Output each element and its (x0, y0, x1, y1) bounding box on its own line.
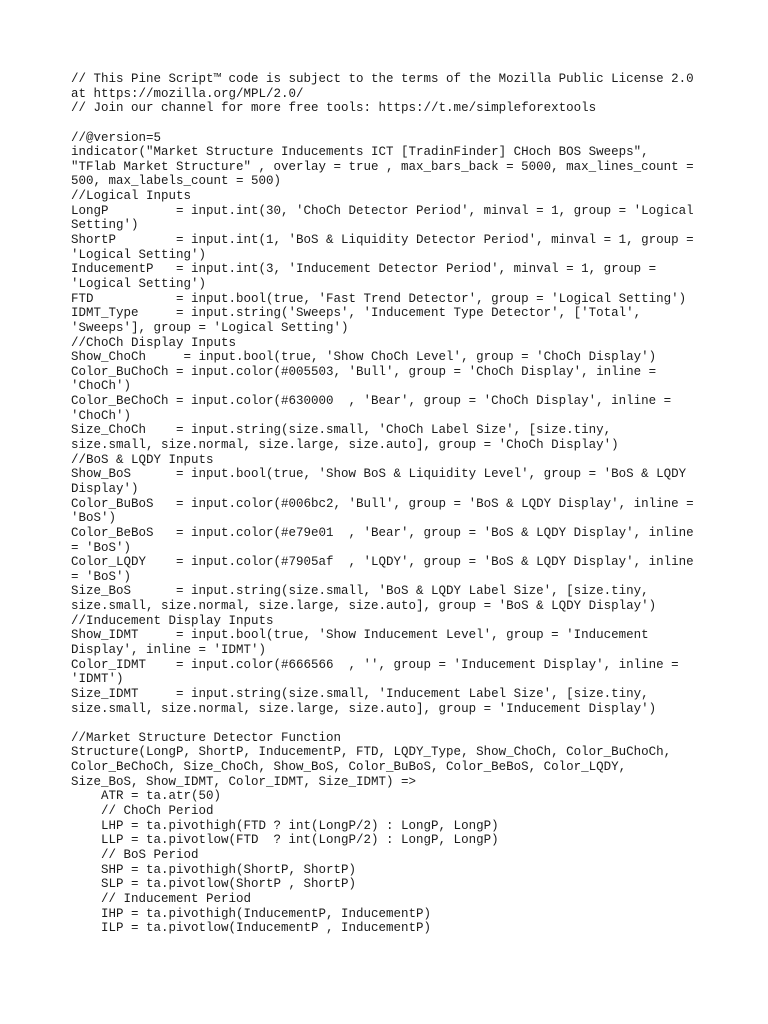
code-line: size.small, size.normal, size.large, size.auto], group = 'Inducement Display') (71, 701, 657, 716)
code-line: 'IDMT') (71, 672, 124, 687)
code-line: //ChoCh Display Inputs (71, 335, 237, 350)
code-line: //BoS & LQDY Inputs (71, 452, 214, 467)
code-line: InducementP = input.int(3, 'Inducement Detector Period', minval = 1, group = (71, 262, 657, 277)
code-line: 'ChoCh') (71, 379, 132, 394)
code-line: LHP = ta.pivothigh(FTD ? int(LongP/2) : LongP, LongP) (71, 818, 499, 833)
code-line: Show_ChoCh = input.bool(true, 'Show ChoCh Level', group = 'ChoCh Display') (71, 350, 657, 365)
code-line: Size_BoS, Show_IDMT, Color_IDMT, Size_IDMT) => (71, 774, 417, 789)
code-line: size.small, size.normal, size.large, size.auto], group = 'ChoCh Display') (71, 438, 619, 453)
code-line: //@version=5 (71, 130, 162, 145)
code-line: = 'BoS') (71, 569, 132, 584)
code-line: // ChoCh Period (71, 804, 214, 819)
code-line: // Inducement Period (71, 891, 252, 906)
code-line: = 'BoS') (71, 540, 132, 555)
code-page (71, 72, 711, 936)
code-line: Setting') (71, 218, 139, 233)
code-line: 'Logical Setting') (71, 276, 207, 291)
code-line: 'ChoCh') (71, 408, 132, 423)
code-line: LongP = input.int(30, 'ChoCh Detector Period', minval = 1, group = 'Logical (71, 203, 694, 218)
code-line: 'Logical Setting') (71, 247, 207, 262)
code-line: ShortP = input.int(1, 'BoS & Liquidity Detector Period', minval = 1, group = (71, 233, 694, 248)
code-line: "TFlab Market Structure" , overlay = true , max_bars_back = 5000, max_lines_count = (71, 159, 694, 174)
code-line: Size_IDMT = input.string(size.small, 'Inducement Label Size', [size.tiny, (71, 686, 649, 701)
code-line: Size_BoS = input.string(size.small, 'BoS & LQDY Label Size', [size.tiny, (71, 584, 649, 599)
code-line (71, 716, 711, 731)
code-line: Color_BeChoCh = input.color(#630000 , 'Bear', group = 'ChoCh Display', inline = (71, 394, 672, 409)
code-line: Color_BeBoS = input.color(#e79e01 , 'Bear', group = 'BoS & LQDY Display', inline (71, 525, 694, 540)
code-line: Color_BuBoS = input.color(#006bc2, 'Bull', group = 'BoS & LQDY Display', inline = (71, 496, 694, 511)
code-line: // This Pine Script™ code is subject to the terms of the Mozilla Public License 2.0 (71, 72, 694, 86)
code-line: 'BoS') (71, 511, 117, 526)
code-line: ATR = ta.atr(50) (71, 789, 222, 804)
code-line: Display') (71, 481, 139, 496)
code-line: Color_BuChoCh = input.color(#005503, 'Bull', group = 'ChoCh Display', inline = (71, 364, 657, 379)
code-line: Show_BoS = input.bool(true, 'Show BoS & Liquidity Level', group = 'BoS & LQDY (71, 467, 687, 482)
code-line: Color_IDMT = input.color(#666566 , '', group = 'Inducement Display', inline = (71, 657, 679, 672)
code-line: // Join our channel for more free tools: https://t.me/simpleforextools (71, 101, 597, 116)
code-line: ILP = ta.pivotlow(InducementP , InducementP) (71, 921, 432, 936)
code-line: LLP = ta.pivotlow(FTD ? int(LongP/2) : LongP, LongP) (71, 833, 499, 848)
code-line: Structure(LongP, ShortP, InducementP, FTD, LQDY_Type, Show_ChoCh, Color_BuChoCh, (71, 745, 672, 760)
code-line: size.small, size.normal, size.large, size.auto], group = 'BoS & LQDY Display') (71, 599, 657, 614)
code-line: Size_ChoCh = input.string(size.small, 'ChoCh Label Size', [size.tiny, (71, 423, 612, 438)
code-line: //Inducement Display Inputs (71, 613, 274, 628)
code-line: Show_IDMT = input.bool(true, 'Show Inducement Level', group = 'Inducement (71, 628, 649, 643)
code-line: //Market Structure Detector Function (71, 730, 342, 745)
code-line: 500, max_labels_count = 500) (71, 174, 282, 189)
code-line: at https://mozilla.org/MPL/2.0/ (71, 86, 304, 101)
code-line: SHP = ta.pivothigh(ShortP, ShortP) (71, 862, 357, 877)
code-line (71, 116, 711, 131)
code-line: Color_BeChoCh, Size_ChoCh, Show_BoS, Color_BuBoS, Color_BeBoS, Color_LQDY, (71, 760, 627, 775)
code-line: FTD = input.bool(true, 'Fast Trend Detector', group = 'Logical Setting') (71, 291, 687, 306)
code-line: Display', inline = 'IDMT') (71, 642, 267, 657)
code-line: 'Sweeps'], group = 'Logical Setting') (71, 320, 349, 335)
code-line: //Logical Inputs (71, 189, 192, 204)
code-line: Color_LQDY = input.color(#7905af , 'LQDY', group = 'BoS & LQDY Display', inline (71, 555, 694, 570)
code-line: SLP = ta.pivotlow(ShortP , ShortP) (71, 877, 357, 892)
code-line: indicator("Market Structure Inducements ICT [TradinFinder] CHoch BOS Sweeps", (71, 145, 649, 160)
code-line: // BoS Period (71, 847, 199, 862)
code-line: IHP = ta.pivothigh(InducementP, InducementP) (71, 906, 432, 921)
code-line: IDMT_Type = input.string('Sweeps', 'Inducement Type Detector', ['Total', (71, 306, 642, 321)
